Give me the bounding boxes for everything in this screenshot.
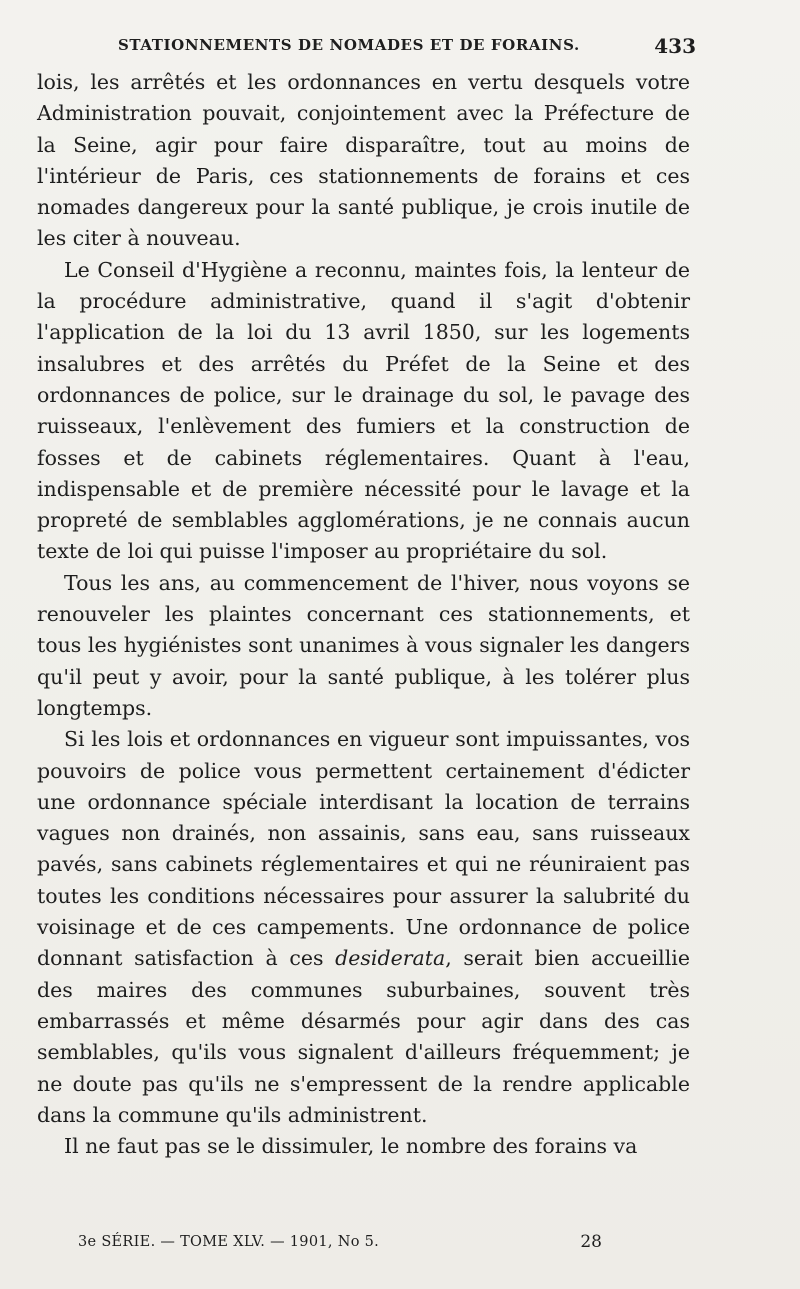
- paragraph-5: Il ne faut pas se le dissimuler, le nombre des forains va: [64, 1134, 638, 1159]
- running-header: [118, 34, 696, 58]
- paragraph-4-text-before: Si les lois et ordonnances en vigueur sont impuissantes, vos pouvoirs de police vous permettent certainement d'édicter une ordonnance spéciale interdisant la location de terrains vagues non drainés, non assainis, sans eau, sans ruisseaux pavés, sans cabinets réglementaires et qui ne réuniraient pas toutes les conditions nécessaires pour assurer la salubrité du voisinage et de ces campements. Une ordonnance de police donnant satisfaction à ces: [37, 727, 690, 971]
- series-signature: 3e SÉRIE. — TOME XLV. — 1901, No 5.: [78, 1234, 380, 1250]
- signature-footer: [78, 1232, 602, 1254]
- running-title: STATIONNEMENTS DE NOMADES ET DE FORAINS.: [118, 36, 580, 54]
- page-number: 433: [654, 34, 696, 58]
- paragraph-4-text-after: , serait bien accueillie des maires des communes suburbaines, souvent très embarrassés et même désarmés pour agir dans des cas semblables, qu'ils vous signalent d'ailleurs fréquemment; je ne doute pas qu'ils ne s'empressent de la rendre applicable dans la commune qu'ils administrent.: [37, 946, 690, 1127]
- paragraph-3: Tous les ans, au commencement de l'hiver, nous voyons se renouveler les plaintes concernant ces stationnements, et tous les hygiénistes sont unanimes à vous signaler les dangers qu'il peut y avoir, pour la santé publique, à les tolérer plus longtemps.: [37, 570, 690, 720]
- sheet-number: 28: [580, 1232, 602, 1252]
- paragraph-1: lois, les arrêtés et les ordonnances en vertu desquels votre Administration pouvait, conjointement avec la Préfecture de la Seine, agir pour faire disparaître, tout au moins de l'intérieur de Paris, ces stationnements de forains et ces nomades dangereux pour la santé publique, je crois inutile de les citer à nouveau.: [37, 70, 690, 251]
- paragraph-4: [37, 724, 690, 1131]
- body-text: [37, 67, 690, 1162]
- paragraph-2: Le Conseil d'Hygiène a reconnu, maintes fois, la lenteur de la procédure administrative, quand il s'agit d'obtenir l'application de la loi du 13 avril 1850, sur les logements insalubres et des arrêtés du Préfet de la Seine et des ordonnances de police, sur le drainage du sol, le pavage des ruisseaux, l'enlèvement des fumiers et la construction de fosses et de cabinets réglementaires. Quant à l'eau, indispensable et de première nécessité pour le lavage et la propreté de semblables agglomérations, je ne connais aucun texte de loi qui puisse l'imposer au propriétaire du sol.: [37, 257, 690, 564]
- paragraph-4-italic-term: desiderata: [335, 946, 446, 971]
